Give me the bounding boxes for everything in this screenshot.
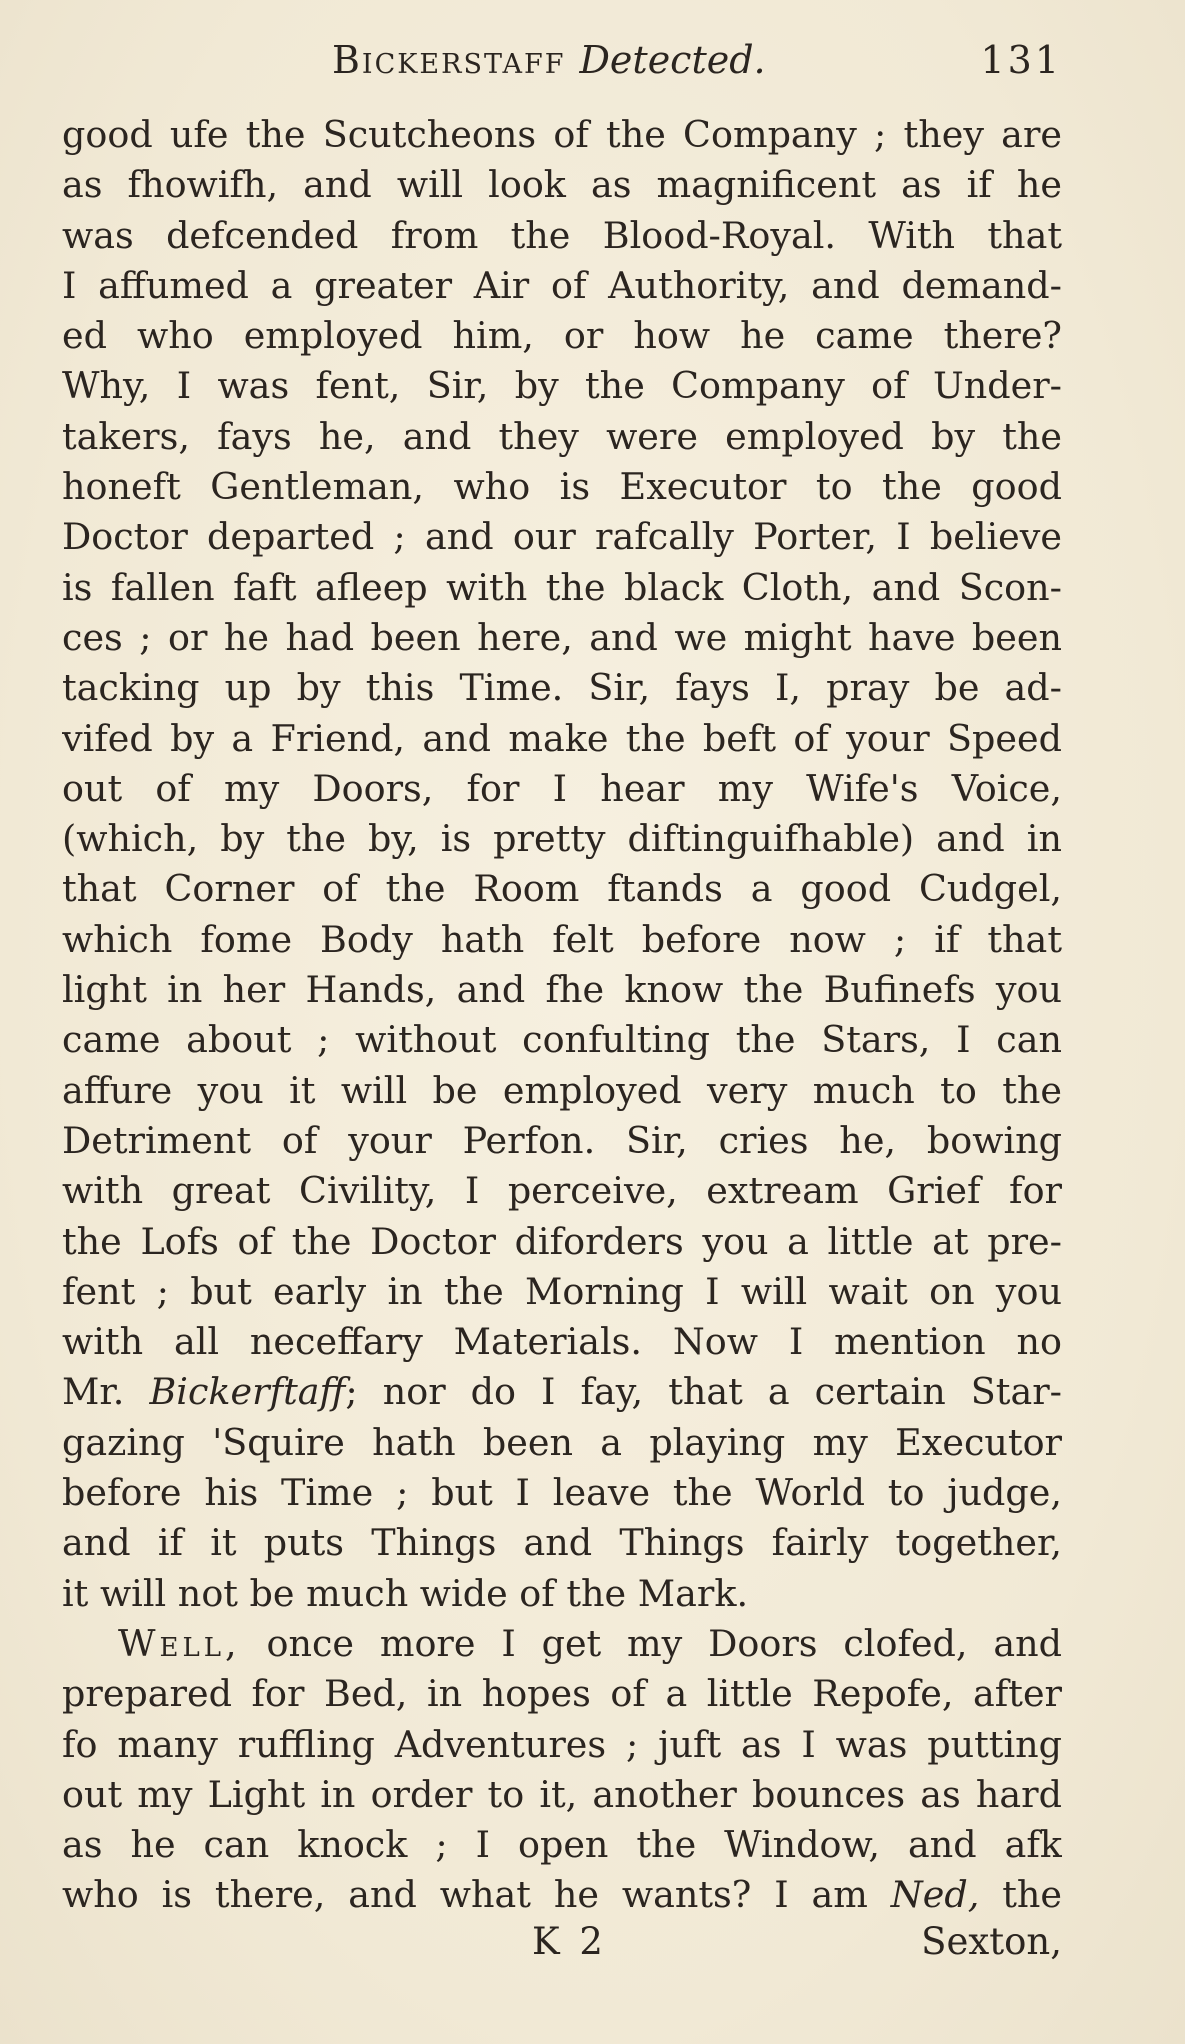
running-head-title-italic: Detected. bbox=[579, 38, 766, 82]
text-line: ces ; or he had been here, and we might have been bbox=[62, 615, 1062, 659]
text-line: the Lofs of the Doctor diforders you a little at pre- bbox=[62, 1219, 1062, 1263]
text-line: Doctor departed ; and our rafcally Porter, I believe bbox=[62, 515, 1062, 559]
text-line: affure you it will be employed very much to the bbox=[62, 1068, 1062, 1112]
body-text bbox=[62, 110, 1062, 1921]
mr-prefix: Mr. bbox=[62, 1370, 125, 1414]
text-line: Why, I was fent, Sir, by the Company of Under- bbox=[62, 364, 1062, 408]
text-line: gazing 'Squire hath been a playing my Executor bbox=[62, 1420, 1062, 1464]
text-line: fent ; but early in the Morning I will wait on you bbox=[62, 1269, 1062, 1313]
text-line: takers, fays he, and they were employed by the bbox=[62, 414, 1062, 458]
ned-line-prefix: who is there, and what he wants? I am bbox=[62, 1873, 868, 1917]
text-line: ed who employed him, or how he came there? bbox=[62, 314, 1062, 358]
running-head-title-caps: Bickerstaff bbox=[332, 38, 566, 82]
text-line: and if it puts Things and Things fairly together, bbox=[62, 1521, 1062, 1565]
text-line: Detriment of your Perfon. Sir, cries he, bowing bbox=[62, 1118, 1062, 1162]
running-head bbox=[62, 38, 1062, 98]
text-line: as fhowifh, and will look as magnificent as if he bbox=[62, 163, 1062, 207]
bickerstaff-italic: Bickerftaff bbox=[149, 1370, 346, 1414]
text-line: fo many ruffling Adventures ; juft as I was putting bbox=[62, 1722, 1062, 1766]
paragraph-last-line: it will not be much wide of the Mark. bbox=[62, 1571, 749, 1615]
text-line: which fome Body hath felt before now ; if that bbox=[62, 917, 1062, 961]
text-line: as he can knock ; I open the Window, and afk bbox=[62, 1823, 1062, 1867]
text-line: is fallen faft afleep with the black Cloth, and Scon- bbox=[62, 565, 1062, 609]
paragraph-two-first-rest: once more I get my Doors clofed, and bbox=[266, 1621, 1062, 1665]
text-line: out of my Doors, for I hear my Wife's Voice, bbox=[62, 766, 1062, 810]
text-line: before his Time ; but I leave the World to judge, bbox=[62, 1471, 1062, 1515]
text-line: I affumed a greater Air of Authority, and demand- bbox=[62, 263, 1062, 307]
text-line: good ufe the Scutcheons of the Company ; they are bbox=[62, 113, 1062, 156]
signature-mark: K 2 bbox=[532, 1920, 607, 1963]
mr-suffix: ; nor do I fay, that a certain Star- bbox=[345, 1370, 1062, 1414]
text-line-mr-bickerstaff bbox=[62, 1367, 1062, 1417]
text-line: was defcended from the Blood-Royal. With that bbox=[62, 213, 1062, 257]
text-line: with all neceffary Materials. Now I mention no bbox=[62, 1320, 1062, 1364]
catchword: Sexton, bbox=[921, 1920, 1062, 1963]
text-line: out my Light in order to it, another bounces as hard bbox=[62, 1772, 1062, 1816]
ned-line-suffix: the bbox=[1002, 1873, 1062, 1917]
text-line: came about ; without confulting the Stars, I can bbox=[62, 1018, 1062, 1062]
text-line: prepared for Bed, in hopes of a little Repofe, after bbox=[62, 1672, 1062, 1716]
page-footer bbox=[62, 1920, 1062, 1972]
ned-italic: Ned, bbox=[890, 1873, 980, 1917]
running-head-title bbox=[332, 38, 766, 82]
page-number: 131 bbox=[980, 38, 1062, 82]
text-line: tacking up by this Time. Sir, fays I, pray be ad- bbox=[62, 666, 1062, 710]
text-line: that Corner of the Room ftands a good Cudgel, bbox=[62, 867, 1062, 911]
text-line: honeft Gentleman, who is Executor to the good bbox=[62, 465, 1062, 509]
text-line: light in her Hands, and fhe know the Bufinefs you bbox=[62, 968, 1062, 1012]
text-line: with great Civility, I perceive, extream Grief for bbox=[62, 1169, 1062, 1213]
paragraph-two-first-line bbox=[62, 1619, 1062, 1669]
text-line: vifed by a Friend, and make the beft of your Speed bbox=[62, 716, 1062, 760]
paragraph-two-first-word: Well, bbox=[118, 1621, 241, 1665]
text-line-ned bbox=[62, 1870, 1062, 1920]
text-line: (which, by the by, is pretty diftinguifhable) and in bbox=[62, 817, 1062, 861]
